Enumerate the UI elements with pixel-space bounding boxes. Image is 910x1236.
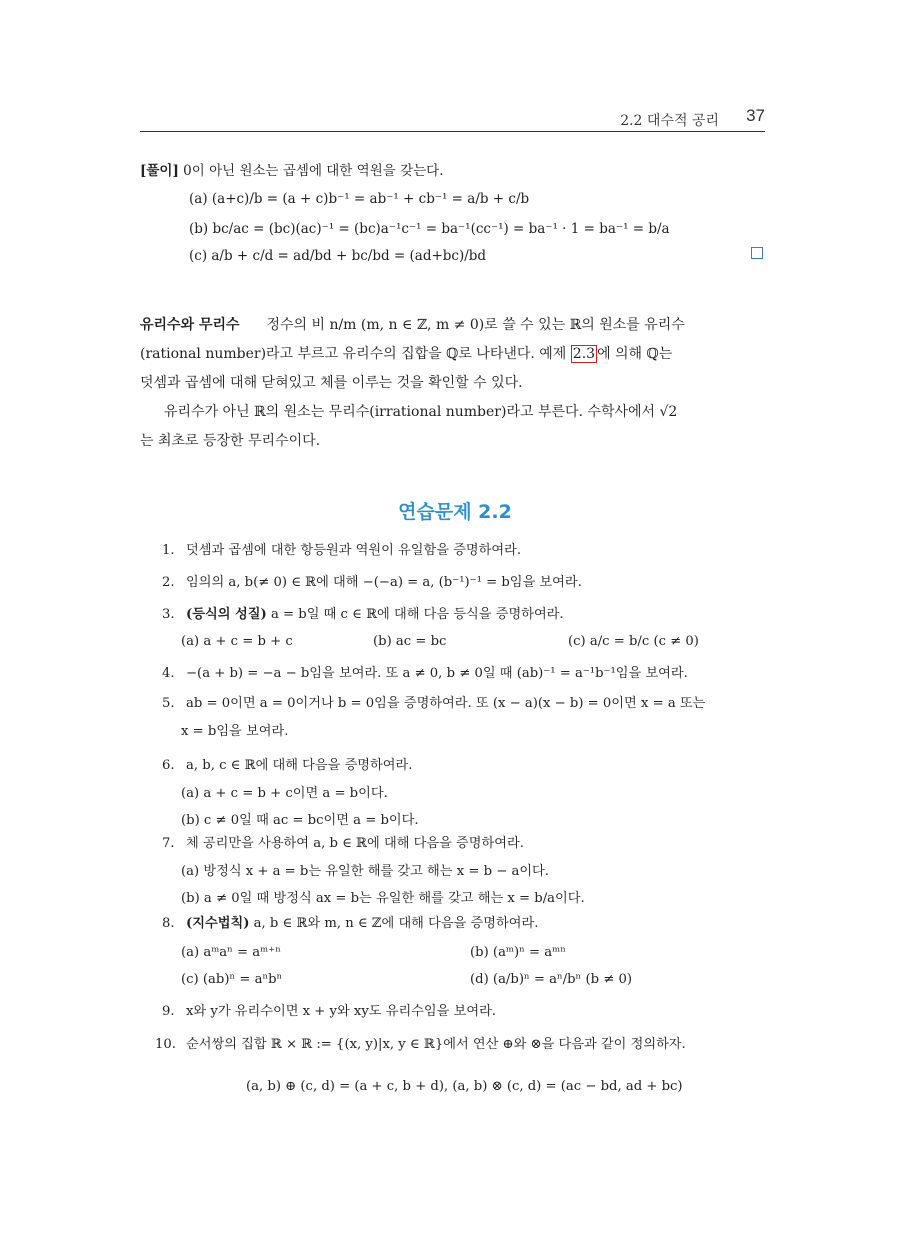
- exercise-4: 4. −(a + b) = −a − b임을 보여라. 또 a ≠ 0, b ≠ 0일 때 (ab)⁻¹ = a⁻¹b⁻¹임을 보여라.: [162, 666, 688, 681]
- running-head: [140, 106, 765, 130]
- rational-title: 유리수와 무리수: [140, 317, 240, 333]
- solution-part-c: (c) a/b + c/d = ad/bd + bc/bd = (ad+bc)/bd: [189, 248, 487, 264]
- rational-line-4: 유리수가 아닌 ℝ의 원소는 무리수(irrational number)라고 부른다. 수학사에서 √2: [164, 404, 678, 420]
- exercise-5: 5. ab = 0이면 a = 0이거나 b = 0임을 증명하여라. 또 (x − a)(x − b) = 0이면 x = a 또는: [162, 696, 706, 711]
- solution-intro-text: 0이 아닌 원소는 곱셈에 대한 역원을 갖는다.: [183, 163, 444, 179]
- exercise-6a: (a) a + c = b + c이면 a = b이다.: [181, 786, 388, 801]
- page-number: 37: [746, 106, 765, 125]
- rational-line-1: 정수의 비 n/m (m, n ∈ ℤ, m ≠ 0)로 쓸 수 있는 ℝ의 원소를 유리수: [266, 317, 685, 333]
- solution-part-a: (a) (a+c)/b = (a + c)b⁻¹ = ab⁻¹ + cb⁻¹ = a/b + c/b: [189, 191, 530, 207]
- section-title: 2.2 대수적 공리: [620, 113, 719, 129]
- exercise-8-title: (지수법칙): [186, 916, 250, 931]
- exercise-10-text: 순서쌍의 집합 ℝ × ℝ := {(x, y)|x, y ∈ ℝ}에서 연산 ⊕와 ⊗을 다음과 같이 정의하자.: [186, 1037, 686, 1052]
- exercise-3a: (a) a + c = b + c: [181, 634, 293, 649]
- exercise-6b: (b) c ≠ 0일 때 ac = bc이면 a = b이다.: [181, 813, 419, 828]
- exercise-1-text: 덧셈과 곱셈에 대한 항등원과 역원이 유일함을 증명하여라.: [186, 543, 522, 558]
- exercise-8c: (c) (ab)ⁿ = aⁿbⁿ: [181, 972, 283, 987]
- exercise-6-text: a, b, c ∈ ℝ에 대해 다음을 증명하여라.: [186, 758, 413, 773]
- exercise-6: 6. a, b, c ∈ ℝ에 대해 다음을 증명하여라.: [162, 758, 413, 773]
- exercise-7: 7. 체 공리만을 사용하여 a, b ∈ ℝ에 대해 다음을 증명하여라.: [162, 836, 524, 851]
- exercise-2: 2. 임의의 a, b(≠ 0) ∈ ℝ에 대해 −(−a) = a, (b⁻¹)⁻¹ = b임을 보여라.: [162, 575, 582, 590]
- solution-intro: [140, 161, 443, 181]
- exercise-3-text: a = b일 때 c ∈ ℝ에 대해 다음 등식을 증명하여라.: [266, 607, 564, 622]
- exercise-5-text: ab = 0이면 a = 0이거나 b = 0임을 증명하여라. 또 (x − a)(x − b) = 0이면 x = a 또는: [186, 696, 706, 711]
- rational-line-3: 덧셈과 곱셈에 대해 닫혀있고 체를 이루는 것을 확인할 수 있다.: [140, 375, 523, 391]
- rational-line-2a: (rational number)라고 부르고 유리수의 집합을 ℚ로 나타낸다. 예제: [140, 346, 571, 362]
- solution-label: [풀이]: [140, 163, 179, 179]
- exercises-heading: 연습문제 2.2: [398, 501, 512, 523]
- exercise-8a: (a) aᵐaⁿ = aᵐ⁺ⁿ: [181, 945, 281, 960]
- exercise-8b: (b) (aᵐ)ⁿ = aᵐⁿ: [470, 945, 566, 960]
- example-reference-link[interactable]: 2.3: [572, 346, 596, 362]
- rational-paragraph-line-1: [140, 311, 685, 340]
- exercise-8: 8. (지수법칙) a, b ∈ ℝ와 m, n ∈ ℤ에 대해 다음을 증명하여라.: [162, 916, 539, 931]
- exercise-4-text: −(a + b) = −a − b임을 보여라. 또 a ≠ 0, b ≠ 0일 때 (ab)⁻¹ = a⁻¹b⁻¹임을 보여라.: [186, 666, 688, 681]
- exercise-8-text: a, b ∈ ℝ와 m, n ∈ ℤ에 대해 다음을 증명하여라.: [249, 916, 539, 931]
- exercise-3: 3. (등식의 성질) a = b일 때 c ∈ ℝ에 대해 다음 등식을 증명하여라.: [162, 607, 564, 622]
- header-rule: [140, 131, 765, 132]
- rational-line-5: 는 최초로 등장한 무리수이다.: [140, 433, 321, 449]
- exercise-5-line-2: x = b임을 보여라.: [181, 724, 289, 739]
- exercise-9: 9. x와 y가 유리수이면 x + y와 xy도 유리수임을 보여라.: [162, 1004, 497, 1019]
- exercise-8d: (d) (a/b)ⁿ = aⁿ/bⁿ (b ≠ 0): [470, 972, 633, 987]
- solution-part-b: (b) bc/ac = (bc)(ac)⁻¹ = (bc)a⁻¹c⁻¹ = ba⁻¹(cc⁻¹) = ba⁻¹ · 1 = ba⁻¹ = b/a: [189, 221, 670, 237]
- exercise-7a: (a) 방정식 x + a = b는 유일한 해를 갖고 해는 x = b − a이다.: [181, 864, 549, 879]
- exercise-7-text: 체 공리만을 사용하여 a, b ∈ ℝ에 대해 다음을 증명하여라.: [186, 836, 524, 851]
- exercise-3b: (b) ac = bc: [373, 634, 447, 649]
- exercise-7b: (b) a ≠ 0일 때 방정식 ax = b는 유일한 해를 갖고 해는 x = b/a이다.: [181, 891, 585, 906]
- exercise-10: 10. 순서쌍의 집합 ℝ × ℝ := {(x, y)|x, y ∈ ℝ}에서 연산 ⊕와 ⊗을 다음과 같이 정의하자.: [155, 1037, 686, 1052]
- exercise-1: 1. 덧셈과 곱셈에 대한 항등원과 역원이 유일함을 증명하여라.: [162, 543, 522, 558]
- exercise-3-title: (등식의 성질): [186, 607, 267, 622]
- exercise-9-text: x와 y가 유리수이면 x + y와 xy도 유리수임을 보여라.: [186, 1004, 497, 1019]
- exercise-3c: (c) a/c = b/c (c ≠ 0): [568, 634, 699, 649]
- rational-line-2b: 에 의해 ℚ는: [597, 346, 673, 362]
- qed-box-icon: [751, 247, 763, 259]
- rational-paragraph-line-2: [140, 340, 672, 369]
- exercise-10-formula: (a, b) ⊕ (c, d) = (a + c, b + d), (a, b) ⊗ (c, d) = (ac − bd, ad + bc): [246, 1079, 683, 1094]
- exercise-2-text: 임의의 a, b(≠ 0) ∈ ℝ에 대해 −(−a) = a, (b⁻¹)⁻¹ = b임을 보여라.: [186, 575, 582, 590]
